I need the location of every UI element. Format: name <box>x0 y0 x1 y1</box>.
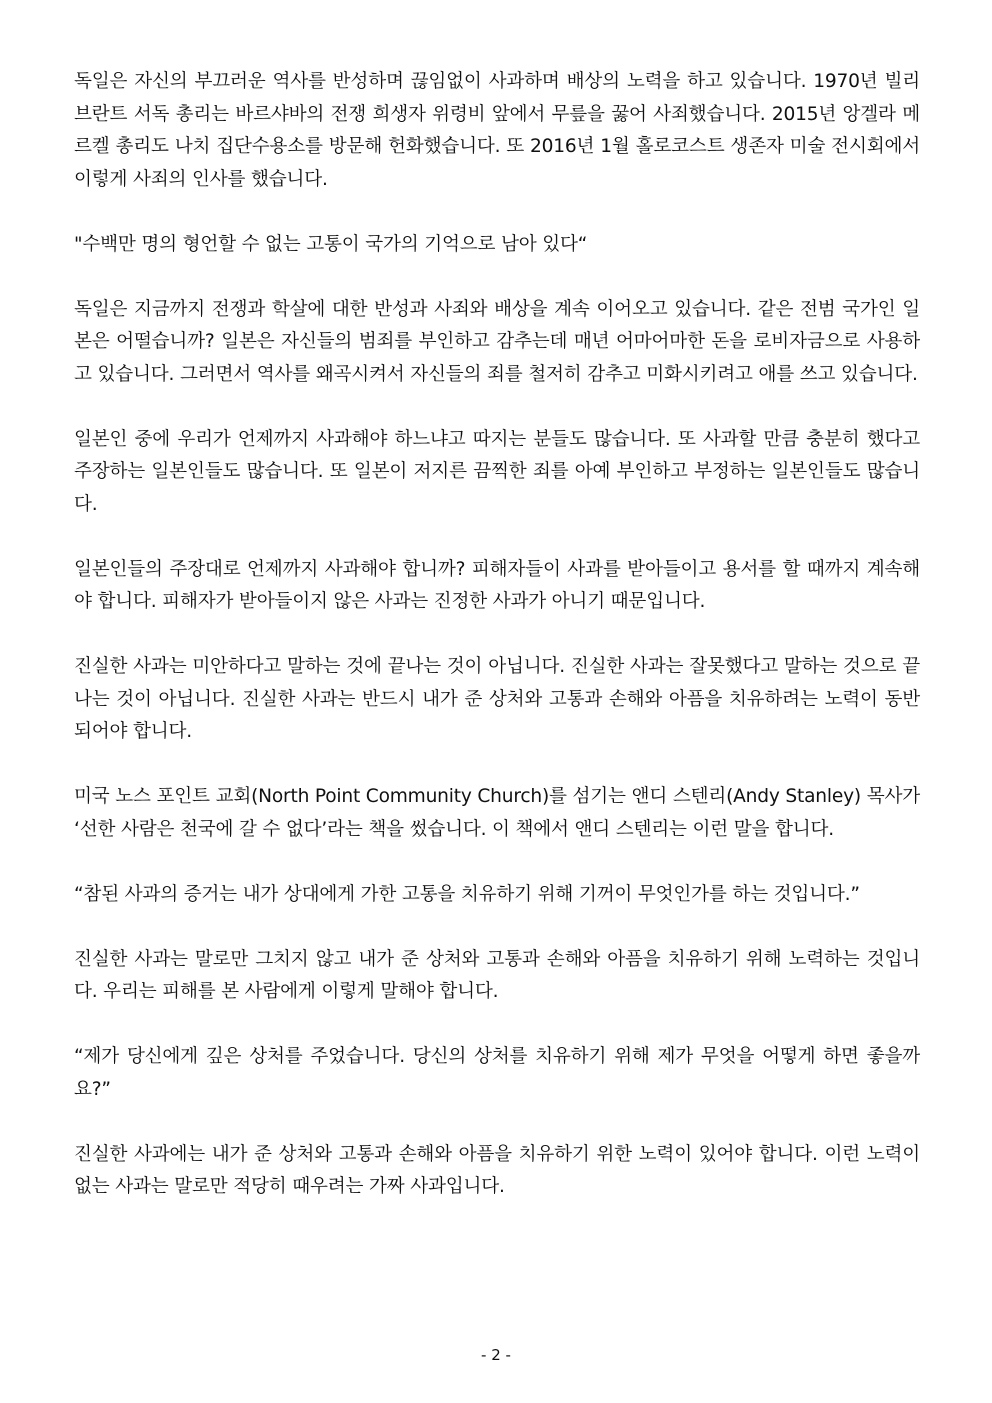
paragraph-japanese-opinions: 일본인 중에 우리가 언제까지 사과해야 하느냐고 따지는 분들도 많습니다. 또 사과할 만큼 충분히 했다고 주장하는 일본인들도 많습니다. 또 일본이 저지른 끔찍한 죄를 아예 부인하고 부정하는 일본인들도 많습니다. <box>74 428 920 515</box>
paragraph-until-forgiven: 일본인들의 주장대로 언제까지 사과해야 합니까? 피해자들이 사과를 받아들이고 용서를 할 때까지 계속해야 합니다. 피해자가 받아들이지 않은 사과는 진정한 사과가 아니기 때문입니다. <box>74 558 920 612</box>
paragraph-sincere-apology: 진실한 사과는 미안하다고 말하는 것에 끝나는 것이 아닙니다. 진실한 사과는 잘못했다고 말하는 것으로 끝나는 것이 아닙니다. 진실한 사과는 반드시 내가 준 상처와 고통과 손해와 아픔을 치유하려는 노력이 동반되어야 합니다. <box>74 656 920 742</box>
paragraph-healing-effort: 진실한 사과는 말로만 그치지 않고 내가 준 상처와 고통과 손해와 아픔을 치유하기 위해 노력하는 것입니다. 우리는 피해를 본 사람에게 이렇게 말해야 합니다. <box>74 948 920 1002</box>
paragraph-fake-apology: 진실한 사과에는 내가 준 상처와 고통과 손해와 아픔을 치유하기 위한 노력이 있어야 합니다. 이런 노력이 없는 사과는 말로만 적당히 때우려는 가짜 사과입니다. <box>74 1143 920 1197</box>
document-body <box>74 66 920 1236</box>
quote-what-can-i-do: “제가 당신에게 깊은 상처를 주었습니다. 당신의 상처를 치유하기 위해 제가 무엇을 어떻게 하면 좋을까요?” <box>74 1046 920 1100</box>
quote-andy-stanley: “참된 사과의 증거는 내가 상대에게 가한 고통을 치유하기 위해 기꺼이 무엇인가를 하는 것입니다.” <box>74 883 860 905</box>
page-number: - 2 - <box>481 1346 511 1364</box>
paragraph-andy-stanley: 미국 노스 포인트 교회(North Point Community Church)를 섬기는 앤디 스텐리(Andy Stanley) 목사가 ‘선한 사람은 천국에 갈 수 없다’라는 책을 썼습니다. 이 책에서 앤디 스텐리는 이런 말을 합니다. <box>74 786 920 840</box>
paragraph-japan-denial: 독일은 지금까지 전쟁과 학살에 대한 반성과 사죄와 배상을 계속 이어오고 있습니다. 같은 전범 국가인 일본은 어떨습니까? 일본은 자신들의 범죄를 부인하고 감추는데 매년 어마어마한 돈을 로비자금으로 사용하고 있습니다. 그러면서 역사를 왜곡시켜서 자신들의 죄를 철저히 감추고 미화시키려고 애를 쓰고 있습니다. <box>74 298 920 385</box>
paragraph-germany-apology: 독일은 자신의 부끄러운 역사를 반성하며 끊임없이 사과하며 배상의 노력을 하고 있습니다. 1970년 빌리 브란트 서독 총리는 바르샤바의 전쟁 희생자 위령비 앞에서 무릎을 꿇어 사죄했습니다. 2015년 앙겔라 메르켈 총리도 나치 집단수용소를 방문해 헌화했습니다. 또 2016년 1월 홀로코스트 생존자 미술 전시회에서 이렇게 사죄의 인사를 했습니다. <box>74 71 920 190</box>
quote-merkel: "수백만 명의 형언할 수 없는 고통이 국가의 기억으로 남아 있다“ <box>74 233 588 255</box>
